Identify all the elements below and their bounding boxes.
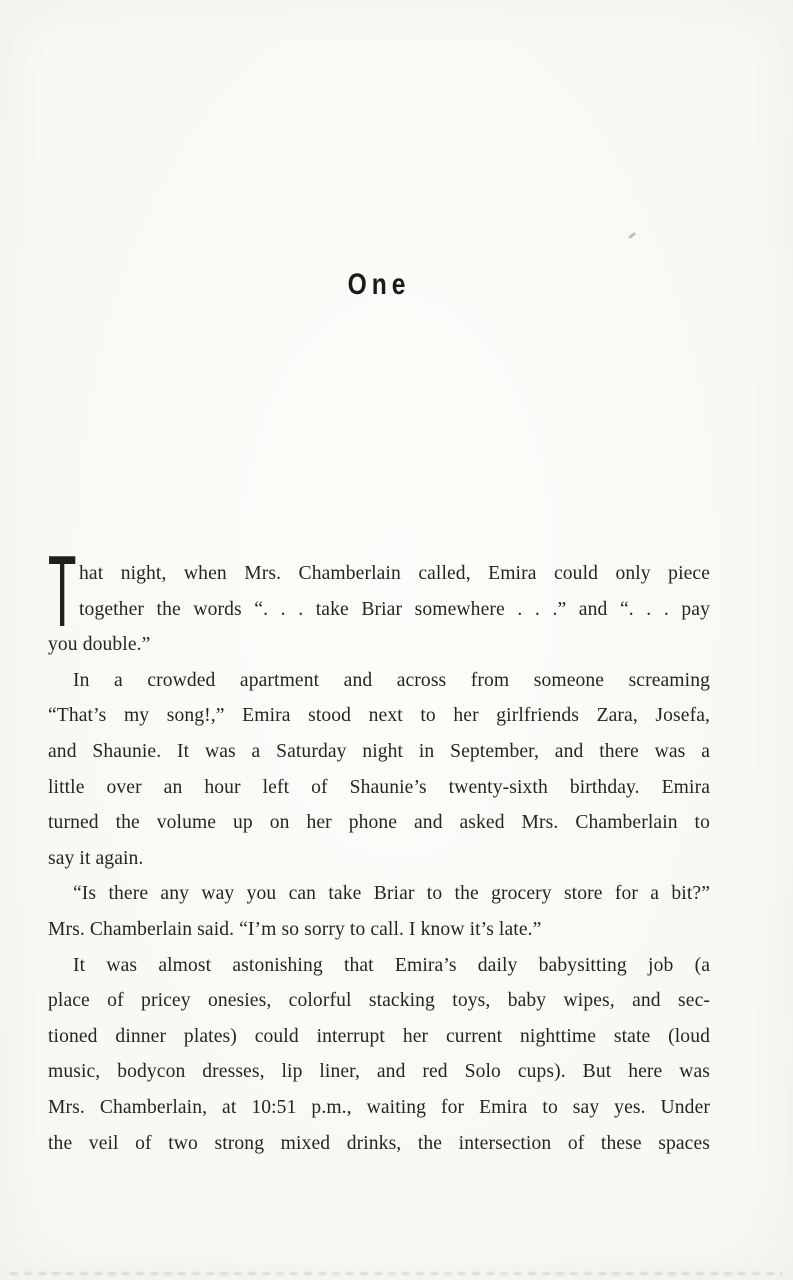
- text-line: say it again.: [48, 847, 144, 869]
- text-line: turned the volume up on her phone and asked Mrs. Chamberlain to: [48, 812, 710, 834]
- paragraph: [48, 948, 710, 1162]
- paragraph: [48, 876, 710, 947]
- drop-cap: T: [48, 536, 77, 648]
- text-line: music, bodycon dresses, lip liner, and red Solo cups). But here was: [48, 1061, 710, 1083]
- text-line: little over an hour left of Shaunie’s twenty-sixth birthday. Emira: [48, 776, 710, 798]
- text-line: and Shaunie. It was a Saturday night in September, and there was a: [48, 740, 710, 762]
- text-line: place of pricey onesies, colorful stacking toys, baby wipes, and sec-: [48, 990, 710, 1012]
- page-bottom-edge: [10, 1272, 782, 1275]
- scan-artifact: [628, 232, 636, 239]
- text-line: Mrs. Chamberlain said. “I’m so sorry to call. I know it’s late.”: [48, 918, 542, 940]
- text-line: the veil of two strong mixed drinks, the intersection of these spaces: [48, 1132, 710, 1154]
- text-line: together the words “. . . take Briar somewhere . . .” and “. . . pay: [79, 598, 710, 620]
- text-line: In a crowded apartment and across from someone screaming: [73, 669, 710, 691]
- text-line: hat night, when Mrs. Chamberlain called, Emira could only piece: [79, 563, 710, 584]
- text-line: It was almost astonishing that Emira’s daily babysitting job (a: [73, 954, 710, 976]
- paragraph: [48, 536, 710, 663]
- text-line: you double.”: [48, 634, 151, 656]
- paragraph: [48, 663, 710, 877]
- text-line: Mrs. Chamberlain, at 10:51 p.m., waiting for Emira to say yes. Under: [48, 1096, 710, 1118]
- text-line: “Is there any way you can take Briar to the grocery store for a bit?”: [73, 883, 710, 905]
- chapter-title: One: [347, 268, 411, 301]
- text-block: [48, 536, 710, 1161]
- text-line: tioned dinner plates) could interrupt her current nighttime state (loud: [48, 1025, 710, 1047]
- text-line: “That’s my song!,” Emira stood next to her girlfriends Zara, Josefa,: [48, 705, 710, 727]
